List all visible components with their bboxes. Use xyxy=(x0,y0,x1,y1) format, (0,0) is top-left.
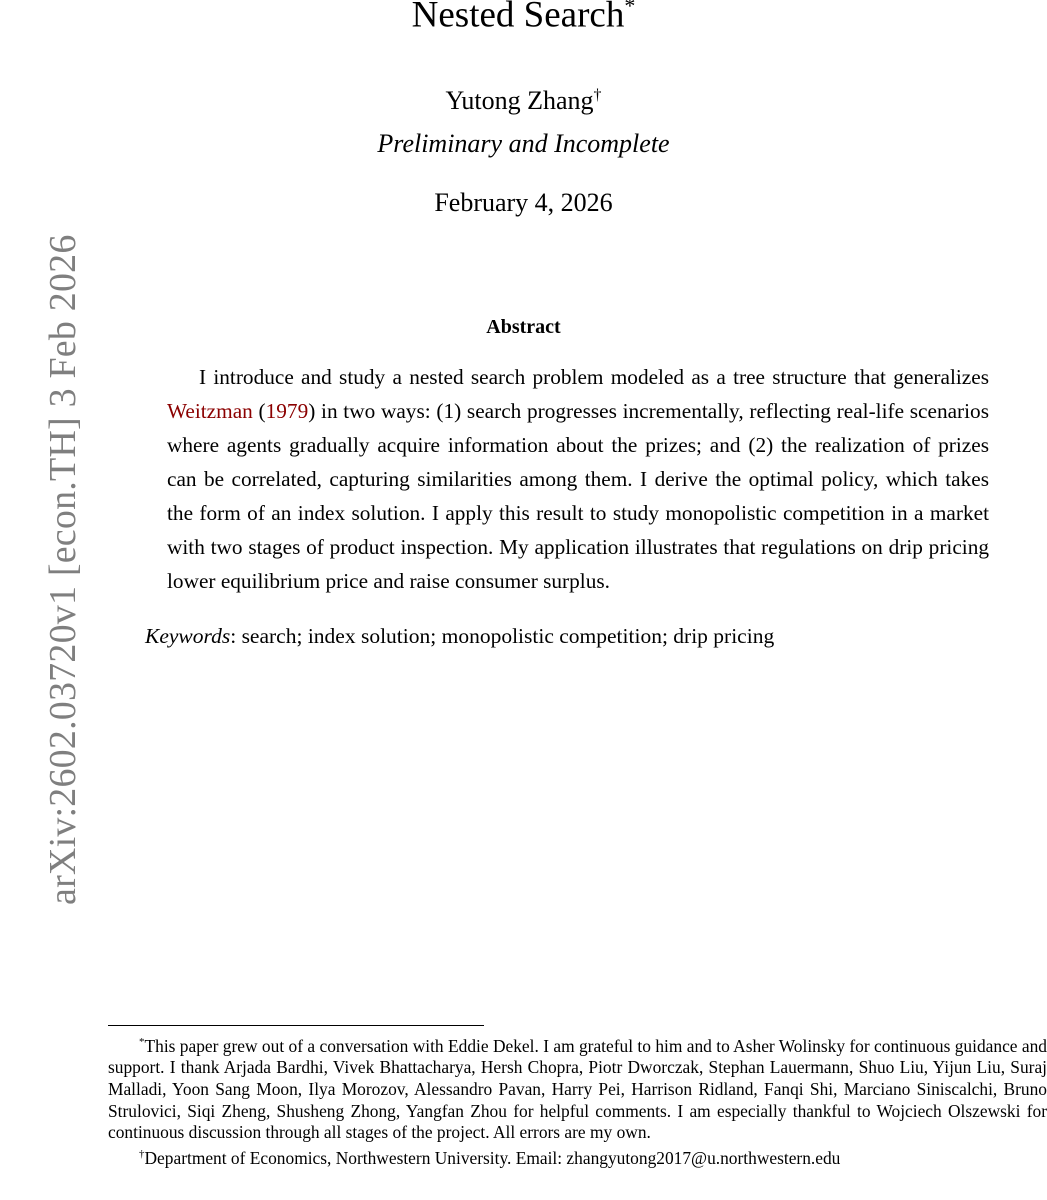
footnote-affiliation xyxy=(108,1144,1047,1169)
footnotes xyxy=(108,1032,1047,1169)
citation-link-year[interactable]: 1979 xyxy=(265,399,309,423)
arxiv-stamp: arXiv:2602.03720v1 [econ.TH] 3 Feb 2026 xyxy=(42,234,84,905)
abstract-text-rest: ) in two ways: (1) search progresses incrementally, reflecting real-life scenarios where agents gradually acquire information about the prizes; and (2) the realization of prizes can be correlated, capturing similarities among them. I derive the optimal policy, which takes the form of an index solution. I apply this result to study monopolistic competition in a market with two stages of product inspection. My application illustrates that regulations on drip pricing lower equilibrium price and raise consumer surplus. xyxy=(167,399,989,593)
footnote-rule xyxy=(108,1025,484,1026)
keywords-text: search; index solution; monopolistic competition; drip pricing xyxy=(241,624,775,648)
paper-date: February 4, 2026 xyxy=(434,188,613,217)
keywords-line xyxy=(145,624,774,649)
author-footnote-mark: † xyxy=(593,86,602,104)
author-text: Yutong Zhang xyxy=(445,86,594,115)
paper-title xyxy=(0,0,1047,36)
footnote-text: Department of Economics, Northwestern University. Email: zhangyutong2017@u.northwestern.edu xyxy=(144,1147,841,1168)
keywords-label: Keywords xyxy=(145,624,231,648)
footnote-mark: * xyxy=(139,1036,145,1048)
title-footnote-mark: * xyxy=(624,0,636,18)
citation-paren-open: ( xyxy=(252,399,266,423)
abstract-body xyxy=(167,360,989,598)
author-name xyxy=(0,86,1047,116)
citation-link-author[interactable]: Weitzman xyxy=(167,399,253,423)
title-text: Nested Search xyxy=(411,0,625,36)
keywords-separator: : xyxy=(230,624,242,648)
status-note: Preliminary and Incomplete xyxy=(377,129,670,158)
footnote-acknowledgements xyxy=(108,1032,1047,1144)
abstract-text-start: I introduce and study a nested search problem modeled as a tree structure that generalizes xyxy=(199,365,989,389)
footnote-mark: † xyxy=(139,1147,145,1160)
abstract-heading: Abstract xyxy=(486,316,561,338)
footnote-text: This paper grew out of a conversation with Eddie Dekel. I am grateful to him and to Asher Wolinsky for continuous guidance and support. I thank Arjada Bardhi, Vivek Bhattacharya, Hersh Chopra, Piotr Dworczak, Stephan Lauermann, Shuo Liu, Yijun Liu, Suraj Malladi, Yoon Sang Moon, Ilya Morozov, Alessandro Pavan, Harry Pei, Harrison Ridland, Fanqi Shi, Marciano Siniscalchi, Bruno Strulovici, Siqi Zheng, Shusheng Zhong, Yangfan Zhou for helpful comments. I am especially thankful to Wojciech Olszewski for continuous discussion through all stages of the project. All errors are my own. xyxy=(108,1035,1047,1143)
